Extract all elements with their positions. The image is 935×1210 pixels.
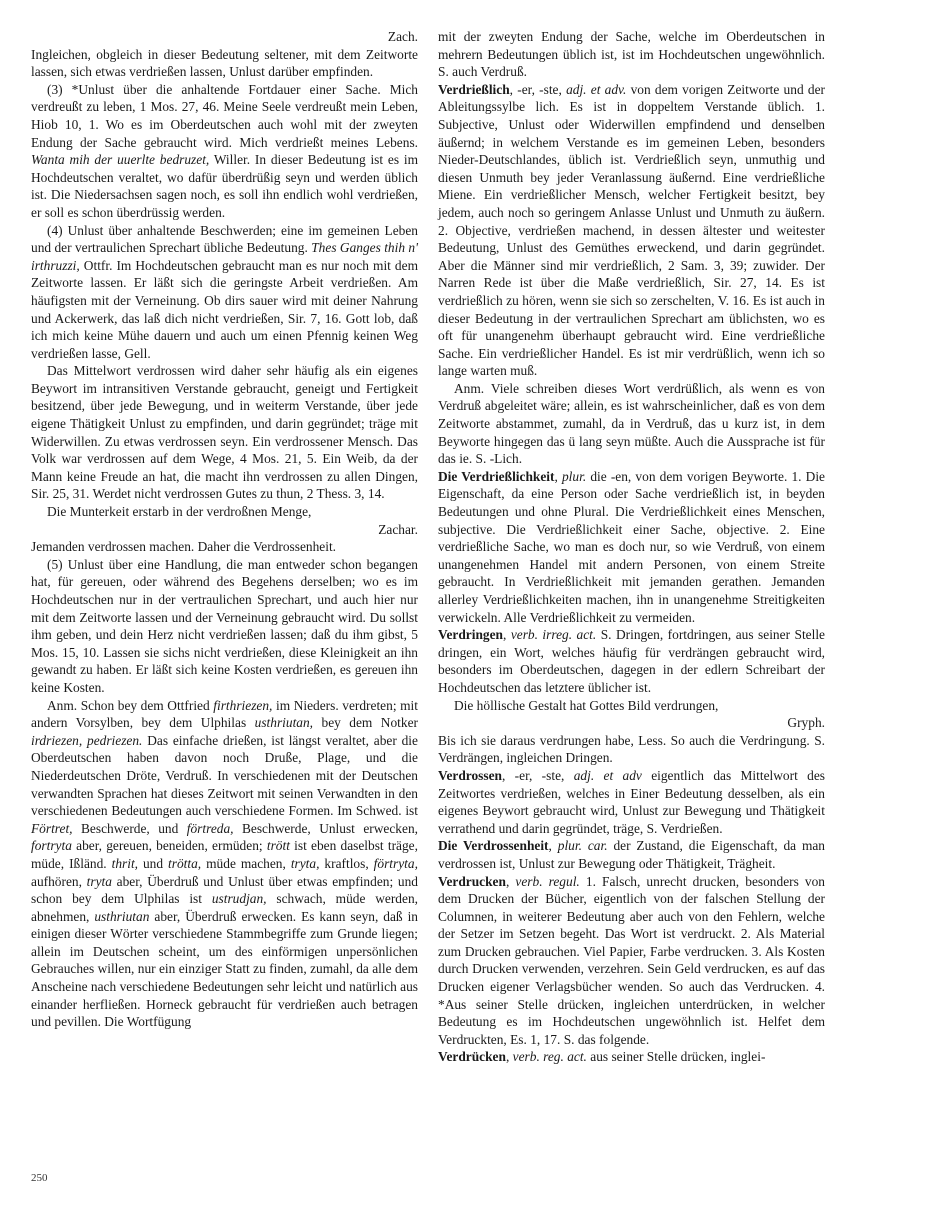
text-run: der Zustand, die Eigenschaft, da man verdrossen ist, Unlust zur Bewegung oder Thätigkeit, Trägheit. — [438, 838, 826, 871]
text-run: Förtret, — [31, 820, 73, 836]
dictionary-entry: Verdrücken, verb. reg. act. aus seiner Stelle drücken, inglei- — [438, 1049, 766, 1065]
paragraph: Ingleichen, obgleich in dieser Bedeutung seltener, mit dem Zeitworte lassen, sich etwas verdrießen lassen, Unlust darüber empfinden. — [31, 46, 418, 80]
entry-headword: Verdrießlich — [438, 81, 510, 97]
text-run: aber, gereuen, beneiden, ermüden; — [76, 838, 263, 854]
text-run: , -er, -ste, — [509, 81, 562, 97]
entry-headword: Die Verdrossenheit — [438, 838, 549, 854]
text-run: (3) *Unlust über die anhaltende Fortdauer einer Sache. Mich verdreußt zu leben, 1 Mos. 27, 46. Meine Seele verdreußt mein Leben, Hiob 10, 1. Wo es im Oberdeutschen auch wohl mit der zweyten Endung der Sache gebraucht wird. Mich verdrießt meines Lebens. — [31, 81, 418, 150]
text-run: usthriutan, — [254, 715, 314, 731]
text-run: und — [142, 855, 164, 871]
source-citation: Gryph. — [787, 715, 825, 731]
text-run: förtryta, — [373, 855, 418, 871]
text-run: aus seiner Stelle drücken, inglei- — [590, 1049, 766, 1065]
dictionary-entry — [438, 81, 825, 380]
text-run: verb. reg. act. — [512, 1049, 587, 1065]
text-run: plur. car. — [557, 838, 608, 854]
text-run: verb. irreg. act. — [510, 627, 597, 643]
entry-headword: Verdringen — [438, 627, 503, 643]
text-run: Thes Ganges thih n' irthruzzi, — [31, 240, 418, 273]
text-run: aufhören, — [31, 873, 82, 889]
text-run: eigentlich das Mittelwort des Zeitwortes verdrießen, welches in Einer Bedeutung desselben, als ein eigenes Beywort gebraucht wird, Unlust zur Bewegung und Thätigkeit verrathend und darin gegründet, träge, S. Verdrießen. — [438, 767, 825, 836]
right-column — [438, 28, 825, 1066]
text-run: S. Dringen, fortdringen, aus seiner Stelle dringen, ein Wort, welches häufig für verdrängen gebraucht wird, besonders im Oberdeutschen, dagegen in der edlern Schreibart der Hochdeutschen das letztere üblicher ist. — [438, 627, 825, 695]
text-run: adj. et adv. — [566, 81, 627, 97]
text-run: Ottfr. Im Hochdeutschen gebraucht man es nur noch mit dem Zeitworte lassen. Er läßt sich die geringste Arbeit verdrießen. Am häufigsten mit der Verneinung. Ob dirs sauer wird mit deiner Nahrung und Ackerwerk, das laß dich nicht verdrießen, Sir. 7, 16. Gott lob, daß ich mich keine Mühe dauern und auch um einen Pfennig keinen Weg verdrießen lasse, Gell. — [31, 257, 418, 361]
text-run: fortryta — [31, 838, 72, 854]
source-citation: Zach. — [387, 29, 418, 44]
annotation-paragraph — [31, 697, 418, 1031]
text-run: Anm. Schon bey dem Ottfried — [47, 697, 210, 713]
entry-headword: Verdrücken — [438, 1049, 506, 1065]
text-run: usthriutan — [94, 908, 150, 924]
text-run: Das einfache drießen, ist längst veraltet, aber die Oberdeutschen haben davon noch Druße, Plage, und die Niederdeutschen Dröte, Verdruß. In verschiedenen mit der Deutschen verwandten Sprachen hat dieses Zeitwort mit seinen Verwandten in den verschiedenen Bedeutungen auch verschiedene Formen. Im Schwed. ist — [31, 732, 418, 819]
annotation-paragraph: Anm. Viele schreiben dieses Wort verdrüßlich, als wenn es von Verdruß abgeleitet wäre; allein, es ist wahrscheinlicher, daß es von dem Zeitworte abstammet, zumahl, da in Verdruß, das u kurz ist, in dem Beyworte hingegen das ü lang seyn müßte. Auch die Aussprache ist für das ie. S. -Lich. — [438, 380, 825, 467]
text-run: adj. et adv — [573, 767, 642, 783]
text-run: Beschwerde, Unlust erwecken, — [241, 820, 418, 836]
page-number: 250 — [31, 1172, 48, 1184]
paragraph — [31, 81, 418, 222]
paragraph: Das Mittelwort verdrossen wird daher sehr häufig als ein eigenes Beywort im intransitiven Verstande gebraucht, geneigt und Fertigkeit besitzend, über jede Bewegung, und in weiterm Verstande, über jede eigene Thätigkeit Unlust zu empfinden, und darin gegründet; träge mit Widerwillen. Zu etwas verdrossen seyn. Ein verdrossener Mensch. Das Volk war verdrossen auf dem Wege, 4 Mos. 21, 5. Ein Weib, da der Mann keine Freude an hat, die macht ihn verdrossen zu allen Dingen, Sir. 25, 31. Werdet nicht verdrossen Gutes zu thun, 2 Thess. 3, 14. — [31, 363, 418, 502]
dictionary-entry: Verdrucken, verb. regul. 1. Falsch, unrecht drucken, besonders von dem Drucken der Bücher, eigentlich von der falschen Stellung der Columnen, in weiterer Bedeutung aber auch von den Fehlern, welche der Setzer im Setzen begeht. Das Wort ist verdruckt. 2. Als Material zum Drucken gebrauchen. Viel Papier, Farbe verdrucken. 3. Als Kosten durch Drucken verwenden, verzehren. Sein Geld verdrucken, es auf das Drucken eigener Verlagsbücher wenden. So auch das Verdrucken. 4. *Aus seiner Stelle drücken, ingleichen unterdrücken, in welcher Bedeutung es im Hochdeutschen ungewöhnlich ist. Helfet dem Verdruckten, Es. 1, 17. S. das folgende. — [438, 873, 825, 1047]
paragraph — [31, 222, 418, 363]
text-run: plur. — [561, 468, 587, 484]
dictionary-entry: Die Verdrossenheit, plur. car. der Zustand, die Eigenschaft, da man verdrossen ist, Unlust zur Bewegung oder Thätigkeit, Trägheit. — [438, 838, 826, 871]
text-run: bey dem Notker — [321, 715, 418, 731]
text-run: tryta — [86, 873, 112, 889]
paragraph: (5) Unlust über eine Handlung, die man entweder schon begangen hat, für gereuen, oder während des Begehens derselben; wo es im Hochdeutschen nur in der vertraulichen Sprechart, und auch hier nur mit dem Zeitworte lassen und der Verneinung gebraucht wird. Du sollst ihm geben, und dein Herz nicht verdrießen lassen; daß du ihm gibst, 5 Mos. 15, 10. Lassen sie sichs nicht verdrießen, diese Kleinigkeit an ihn gewandt zu haben. Er läßt sich keine Kosten verdrießen, es gereuen ihn keine Kosten. — [31, 556, 418, 695]
entry-headword: Verdrossen — [438, 767, 502, 783]
paragraph: Jemanden verdrossen machen. Daher die Verdrossenheit. — [31, 539, 337, 555]
entry-headword: Verdrucken — [438, 873, 506, 889]
text-run: , -er, -ste, — [501, 767, 565, 783]
dictionary-entry: Verdringen, verb. irreg. act. S. Dringen, fortdringen, aus seiner Stelle dringen, ein Wort, welches häufig für verdrängen gebraucht wird, besonders im Oberdeutschen, dagegen in der edlern Schreibart der Hochdeutschen das letztere üblicher ist. — [438, 627, 825, 695]
dictionary-entry — [438, 767, 825, 837]
quote-line: Die Munterkeit erstarb in der verdroßnen Menge, — [47, 504, 312, 520]
text-run: förtreda, — [186, 820, 234, 836]
left-column — [31, 28, 418, 1031]
paragraph: Bis ich sie daraus verdrungen habe, Less. So auch die Verdringung. S. Verdrängen, ingleichen Dringen. — [438, 732, 825, 766]
text-run: tryta, — [290, 855, 320, 871]
text-run: aber, Überdruß und Unlust über etwas empfinden; und schon bey dem Ulphilas ist — [31, 873, 418, 907]
text-run: (4) Unlust über anhaltende Beschwerden; eine im gemeinen Leben und der vertraulichen Sprechart übliche Bedeutung. — [31, 222, 418, 256]
text-run: aber, Überdruß erwecken. Es kann seyn, daß in einigen dieser Wörter verschiedene Stammbegriffe zum Grunde liegen; allein im Deutschen scheint, um des einförmigen unpersönlichen Gebrauches willen, nur ein einziger Statt zu finden, zumahl, da alle dem Anscheine nach verschiedene Bedeutungen sehr leicht und natürlich aus einander herfließen. Horneck gebraucht für verdrießen auch betragen und pevillen. Die Wortfügung — [31, 908, 418, 1030]
paragraph: mit der zweyten Endung der Sache, welche im Oberdeutschen in mehrern Bedeutungen üblich ist, ist im Hochdeutschen ungewöhnlich. S. auch Verdruß. — [438, 29, 825, 80]
text-run: thrit, — [111, 855, 139, 871]
text-run: müde machen, — [206, 855, 286, 871]
text-run: die -en, von dem vorigen Beyworte. 1. Die Eigenschaft, da eine Person oder Sache verdrießlich ist, in beyden Bedeutungen und ohne Plural. Die Verdrießlichkeit eines Menschen, subjective. Die Verdrießlichkeit einer Sache, objective. 2. Eine verdrießliche Sache, wo man es doch nur, so wie Verdruß, von einem unangenehmen Handel mit andern Personen, von einem Streite gebraucht. In Verdrießlichkeit mit jemanden gerathen. Jemanden allerley Verdrießlichkeiten machen, ihn in unangenehme Streitigkeiten verwickeln. Alle Verdrießlichkeit zu vermeiden. — [438, 468, 825, 625]
text-run: kraftlos, — [324, 855, 369, 871]
text-run: ustrudjan, — [211, 891, 267, 907]
text-run: im Nieders. verdreten; mit andern Vorsylben, bey dem Ulphilas — [31, 697, 418, 731]
entry-headword: Die Verdrießlichkeit — [438, 468, 555, 484]
text-run: trötta, — [168, 855, 202, 871]
text-run: verb. regul. — [515, 873, 580, 889]
text-run: ist eben daselbst träge, müde, Ißländ. — [31, 838, 418, 871]
text-run: Beschwerde, und — [81, 820, 179, 836]
text-run: trött — [266, 838, 290, 854]
text-run: 1. Falsch, unrecht drucken, besonders von dem Drucken der Bücher, eigentlich von der falschen Stellung der Columnen, in weiterer Bedeutung aber auch von den Fehlern, welche der Setzer im Setzen begeht. Das Wort ist verdruckt. 2. Als Material zum Drucken gebrauchen. Viel Papier, Farbe verdrucken. 3. Als Kosten durch Drucken verwenden, verzehren. Sein Geld verdrucken, es auf das Drucken eigener Verlagsbücher wenden. So auch das Verdrucken. 4. *Aus seiner Stelle drücken, ingleichen unterdrücken, in welcher Bedeutung es im Hochdeutschen ungewöhnlich ist. Helfet dem Verdruckten, Es. 1, 17. S. das folgende. — [438, 873, 825, 1047]
quote-line: Die höllische Gestalt hat Gottes Bild verdrungen, — [454, 697, 719, 713]
text-run: irdriezen, pedriezen. — [31, 732, 143, 748]
text-run: Wanta mih der uuerlte bedruzet, — [31, 152, 210, 168]
dictionary-entry: Die Verdrießlichkeit, plur. die -en, von dem vorigen Beyworte. 1. Die Eigenschaft, da eine Person oder Sache verdrießlich ist, in beyden Bedeutungen und ohne Plural. Die Verdrießlichkeit eines Menschen, subjective. Die Verdrießlichkeit einer Sache, objective. 2. Eine verdrießliche Sache, wo man es doch nur, so wie Verdruß, von einem unangenehmen Handel mit andern Personen, von einem Streite gebraucht. In Verdrießlichkeit mit jemanden gerathen. Jemanden allerley Verdrießlichkeiten machen, ihn in unangenehme Streitigkeiten verwickeln. Alle Verdrießlichkeit zu vermeiden. — [438, 468, 825, 625]
text-run: firthriezen, — [213, 697, 273, 713]
text-run: von dem vorigen Zeitworte und der Ableitungssylbe lich. Es ist in doppeltem Verstande üblich. 1. Subjective, Unlust oder Widerwillen empfindend und denselben äußernd; in welchem Verstande es im gemeinen Leben, besonders Nieder-Deutschlandes, üblich ist. Verdrießlich seyn, unmuthig und diesen Unmuth bey jeder Veranlassung äußernd. Eine verdrießliche Miene. Ein verdrießlicher Mensch, welcher Fertigkeit besitzt, bey jedem, auch noch so geringem Anlasse Unlust und Unmuth zu äußern. 2. Objective, verdrießen machend, in dessen ältester und weitester Bedeutung, Unlust des Gemüthes erweckend, und darin gegründet. Aber die Männer sind mir verdrießlich, 2 Sam. 3, 39; zuwider. Der Narren Rede ist über die Maße verdrießlich, Sir. 27, 14. Es ist verdrießlich zu hören, wenn sie sich so zerschelten, V. 16. Es ist auch in dieser Bedeutung in der vertraulichen Sprechart am üblichsten, wo es oft für unangenehm überhaupt gebraucht wird. Eine verdrießliche Sache. Ein verdrießlicher Handel. Es ist mir verdrüßlich, wenn ich so lange warten muß. — [438, 81, 825, 379]
source-citation: Zachar. — [378, 521, 418, 537]
text-run: Willer. In dieser Bedeutung ist es im Hochdeutschen veraltet, wo dafür überdrüßig seyn und werden üblich ist. Die Niedersachsen sagen noch, es soll ihn endlich wohl verdrießen, er soll es schon überdrüssig werden. — [31, 152, 418, 220]
text-run: schwach, müde werden, abnehmen, — [31, 891, 418, 924]
